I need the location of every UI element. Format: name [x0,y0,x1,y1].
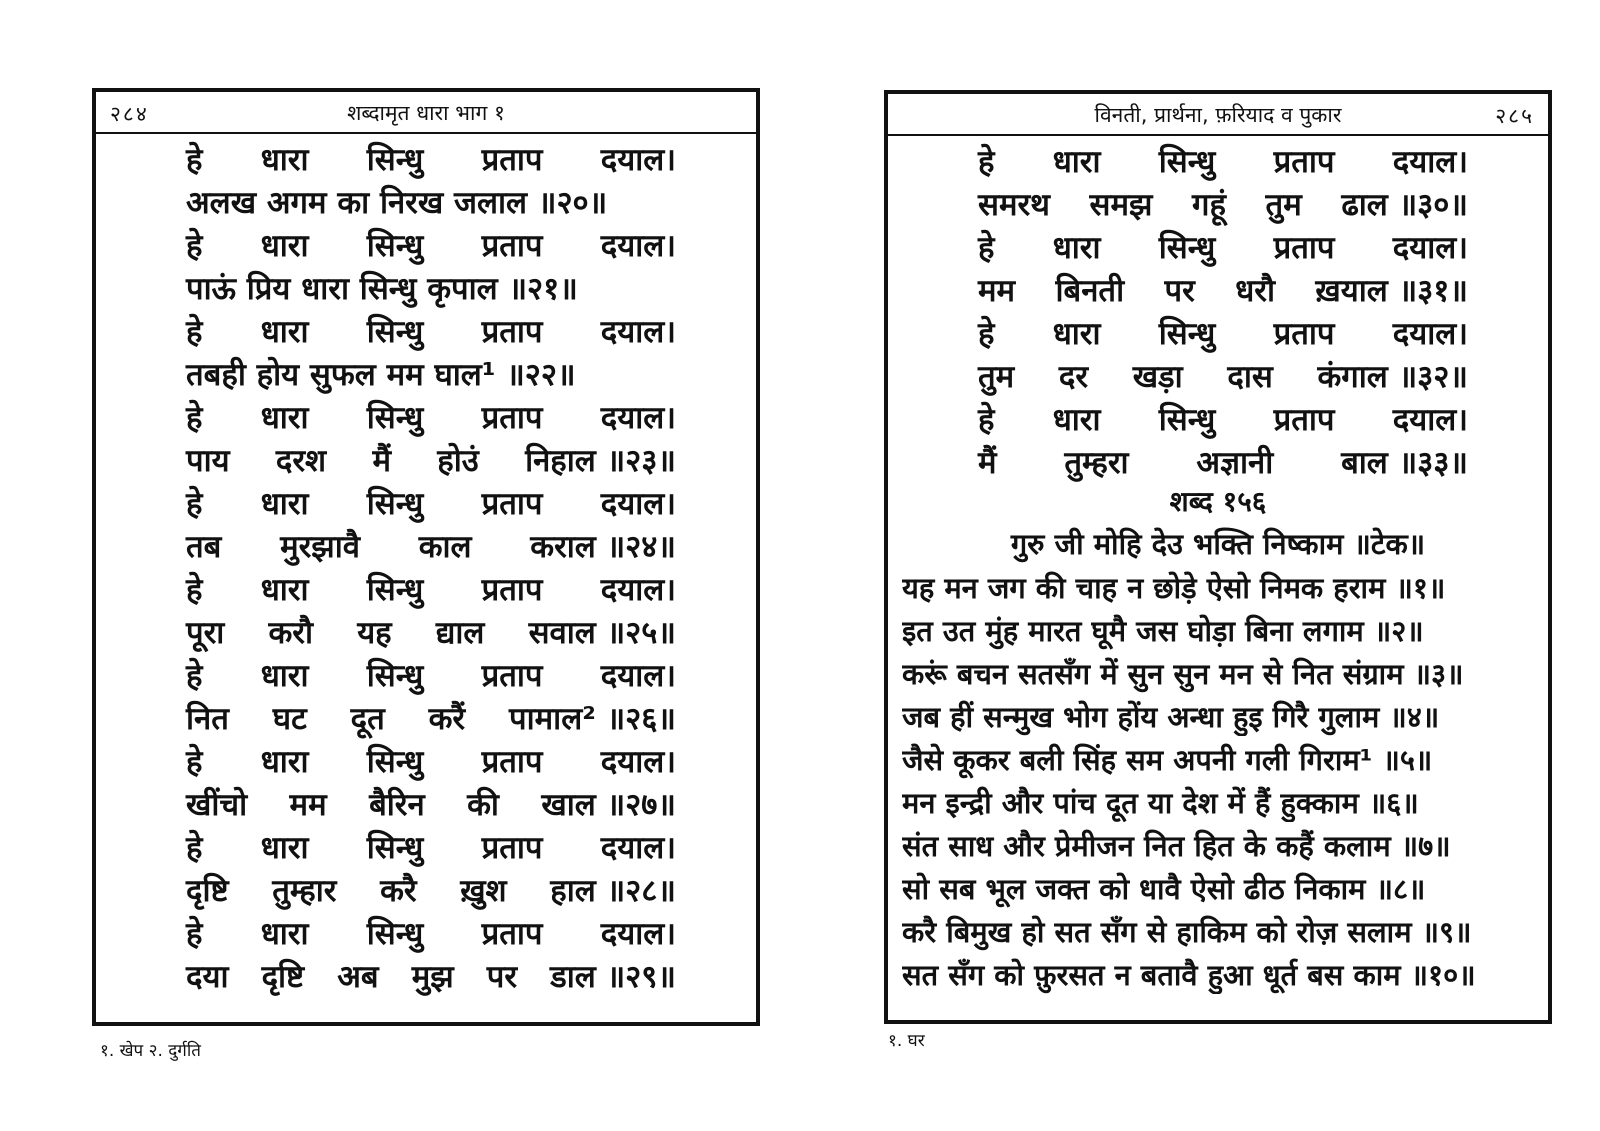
verse-line [186,525,676,567]
verse-line [186,955,676,997]
verse-word: सिन्धु [366,486,424,522]
verse-word: सिन्धु [366,830,424,866]
verse-word: प्रताप [1273,316,1335,352]
verse-word: होउं [437,443,479,479]
verse-word: दयाल। [600,400,676,436]
verse-word: पाऊं प्रिय धारा सिन्धु कृपाल ॥२१॥ [186,271,578,307]
verse-word: दर [1058,359,1089,395]
verse-word: काल [418,529,472,565]
verse-word: बैरिन [369,787,425,823]
verse-word: प्रताप [481,744,543,780]
verse-line [978,398,1468,440]
verse-word: प्रताप [1273,230,1335,266]
verse-word: कराल ॥२४॥ [530,529,676,565]
verse-word: धारा [260,142,309,178]
verse-word: धारा [260,486,309,522]
verse-word: दयाल। [600,658,676,694]
left-page-title: शब्दामृत धारा भाग १ [347,101,505,125]
verse-word: दयाल। [600,572,676,608]
verse-word: धारा [1052,144,1101,180]
verse-line [978,312,1468,354]
verse-word: हे [186,744,203,780]
verse-word: दयाल। [600,314,676,350]
verse-word: खींचो [186,787,248,823]
verse-word: सिन्धु [366,142,424,178]
verse-word: नित [186,701,229,737]
verse-word: हे [186,486,203,522]
verse-line [186,697,676,739]
verse-word: सिन्धु [1158,316,1216,352]
verse-word: धरौ [1235,273,1276,309]
verse-word: मम [289,787,327,823]
verse-word: तबही होय सुफल मम घाल¹ ॥२२॥ [186,357,576,393]
verse-line [978,355,1468,397]
verse-word: सिन्धु [366,916,424,952]
verse-word: द्याल [435,615,485,651]
verse-line [978,441,1468,483]
verse-word: हे [978,230,995,266]
verse-line [186,267,676,309]
verse-word: हे [186,142,203,178]
verse-word: ख़याल ॥३१॥ [1315,273,1468,309]
verse-word: मम [978,273,1016,309]
verse-word: मैं [372,443,391,479]
verse-word: करौ [268,615,314,651]
verse-word: प्रताप [481,314,543,350]
verse-line [978,183,1468,225]
verse-word: सिन्धु [366,658,424,694]
verse-line: मन इन्द्री और पांच दूत या देश में हैं हुक्काम ॥६॥ [902,786,1419,820]
left-page-header [96,92,756,134]
verse-word: हे [186,314,203,350]
verse-word: हे [186,658,203,694]
verse-word: दृष्टि [186,873,229,909]
verse-word: सिन्धु [366,228,424,264]
verse-word: अलख अगम का निरख जलाल ॥२०॥ [186,185,608,221]
verse-word: हे [978,316,995,352]
verse-word: धारा [260,830,309,866]
verse-word: सिन्धु [1158,230,1216,266]
verse-word: धारा [260,658,309,694]
verse-word: घट [272,701,307,737]
verse-word: प्रताप [1273,402,1335,438]
shabd-heading: शब्द १५६ [1169,485,1267,518]
verse-word: पर [486,959,518,995]
verse-line [186,912,676,954]
verse-word: हे [978,144,995,180]
verse-word: समझ [1089,187,1153,223]
verse-word: दरश [275,443,327,479]
verse-line [186,654,676,696]
verse-word: ढाल ॥३०॥ [1341,187,1468,223]
verse-word: सिन्धु [366,400,424,436]
right-page-title: विनती, प्रार्थना, फ़रियाद व पुकार [1094,103,1342,127]
verse-line: सत सँग को फ़ुरसत न बतावै हुआ धूर्त बस काम ॥१०॥ [902,958,1476,992]
verse-word: धारा [260,744,309,780]
verse-word: दयाल। [600,486,676,522]
verse-word: समरथ [978,187,1050,223]
right-page-header [888,94,1548,136]
verse-word: खाल ॥२७॥ [541,787,676,823]
left-footnote: १. खेप २. दुर्गति [100,1041,201,1061]
verse-word: प्रताप [1273,144,1335,180]
verse-word: सिन्धु [1158,402,1216,438]
verse-line [186,568,676,610]
verse-word: प्रताप [481,916,543,952]
verse-word: हे [186,228,203,264]
verse-word: दास [1227,359,1273,395]
verse-word: हे [186,400,203,436]
verse-word: अज्ञानी [1196,445,1274,481]
verse-word: हे [978,402,995,438]
verse-word: धारा [260,314,309,350]
verse-word: प्रताप [481,400,543,436]
verse-word: धारा [1052,316,1101,352]
verse-word: पूरा [186,615,225,651]
verse-line [978,140,1468,182]
verse-line: जैसे कूकर बली सिंह सम अपनी गली गिराम¹ ॥५॥ [902,743,1433,777]
verse-word: हे [186,916,203,952]
verse-word: तब [186,529,222,565]
verse-line [186,181,676,223]
verse-line: करूं बचन सतसँग में सुन सुन मन से नित संग्राम ॥३॥ [902,657,1464,691]
verse-line [186,138,676,180]
verse-line [186,310,676,352]
verse-word: यह [357,615,392,651]
verse-line [186,611,676,653]
verse-line [978,226,1468,268]
verse-word: पाय [186,443,230,479]
verse-line [186,439,676,481]
verse-word: सिन्धु [366,572,424,608]
verse-word: धारा [260,572,309,608]
verse-word: दृष्टि [261,959,305,995]
verse-word: गहूं [1192,187,1226,223]
verse-word: दया [186,959,229,995]
verse-word: हाल ॥२८॥ [550,873,676,909]
verse-word: धारा [260,228,309,264]
verse-line [186,869,676,911]
verse-word: सिन्धु [1158,144,1216,180]
verse-word: पामाल² ॥२६॥ [509,701,676,737]
verse-line [186,826,676,868]
verse-word: अब [337,959,379,995]
verse-word: प्रताप [481,572,543,608]
verse-line: सो सब भूल जक्त को धावै ऐसो ढीठ निकाम ॥८॥ [902,872,1426,906]
verse-word: करैं [428,701,466,737]
verse-word: तुम्हरा [1064,445,1129,481]
verse-line [978,269,1468,311]
verse-word: सिन्धु [366,744,424,780]
verse-line [186,783,676,825]
verse-word: की [467,787,499,823]
verse-word: प्रताप [481,658,543,694]
verse-line: जब हीं सन्मुख भोग होंय अन्धा हुइ गिरै गुलाम ॥४॥ [902,700,1440,734]
verse-word: बाल ॥३३॥ [1341,445,1468,481]
verse-word: मुरझावै [280,529,360,565]
verse-word: मैं [978,445,997,481]
verse-word: दयाल। [600,142,676,178]
verse-word: दयाल। [600,744,676,780]
verse-word: प्रताप [481,486,543,522]
verse-line [186,396,676,438]
tek-line: गुरु जी मोहि देउ भक्ति निष्काम ॥टेक॥ [1010,527,1426,561]
verse-line: करै बिमुख हो सत सँग से हाकिम को रोज़ सलाम ॥९॥ [902,915,1472,949]
right-page-number: २८५ [1495,104,1534,128]
verse-word: ख़ुश [460,873,507,909]
verse-word: दयाल। [600,830,676,866]
right-footnote: १. घर [888,1031,925,1051]
verse-line [186,482,676,524]
verse-word: पर [1164,273,1195,309]
verse-word: तुम [978,359,1015,395]
verse-word: दयाल। [1392,402,1468,438]
verse-word: प्रताप [481,142,543,178]
verse-word: करै [380,873,417,909]
verse-word: निहाल ॥२३॥ [525,443,676,479]
verse-word: तुम्हार [272,873,337,909]
verse-line: यह मन जग की चाह न छोड़े ऐसो निमक हराम ॥१॥ [902,571,1446,605]
verse-word: धारा [1052,230,1101,266]
verse-line [186,224,676,266]
verse-word: डाल ॥२९॥ [550,959,676,995]
verse-line: इत उत मुंह मारत घूमै जस घोड़ा बिना लगाम ॥२॥ [902,614,1424,648]
right-page [884,90,1552,1024]
verse-word: हे [186,572,203,608]
verse-line [186,353,676,395]
verse-word: तुम [1265,187,1302,223]
verse-word: दूत [350,701,385,737]
verse-word: कंगाल ॥३२॥ [1317,359,1468,395]
verse-word: धारा [260,916,309,952]
verse-word: बिनती [1055,273,1125,309]
left-page [92,88,760,1026]
verse-word: दयाल। [1392,144,1468,180]
verse-word: प्रताप [481,228,543,264]
verse-word: दयाल। [600,228,676,264]
verse-line [186,740,676,782]
verse-word: दयाल। [1392,316,1468,352]
verse-word: खड़ा [1132,359,1183,395]
verse-word: हे [186,830,203,866]
verse-word: धारा [260,400,309,436]
verse-word: मुझ [411,959,454,995]
verse-word: दयाल। [1392,230,1468,266]
verse-word: प्रताप [481,830,543,866]
verse-word: सिन्धु [366,314,424,350]
verse-word: दयाल। [600,916,676,952]
verse-line: संत साध और प्रेमीजन नित हित के कहैं कलाम ॥७॥ [902,829,1451,863]
left-page-number: २८४ [110,102,149,126]
verse-word: धारा [1052,402,1101,438]
verse-word: सवाल ॥२५॥ [528,615,676,651]
